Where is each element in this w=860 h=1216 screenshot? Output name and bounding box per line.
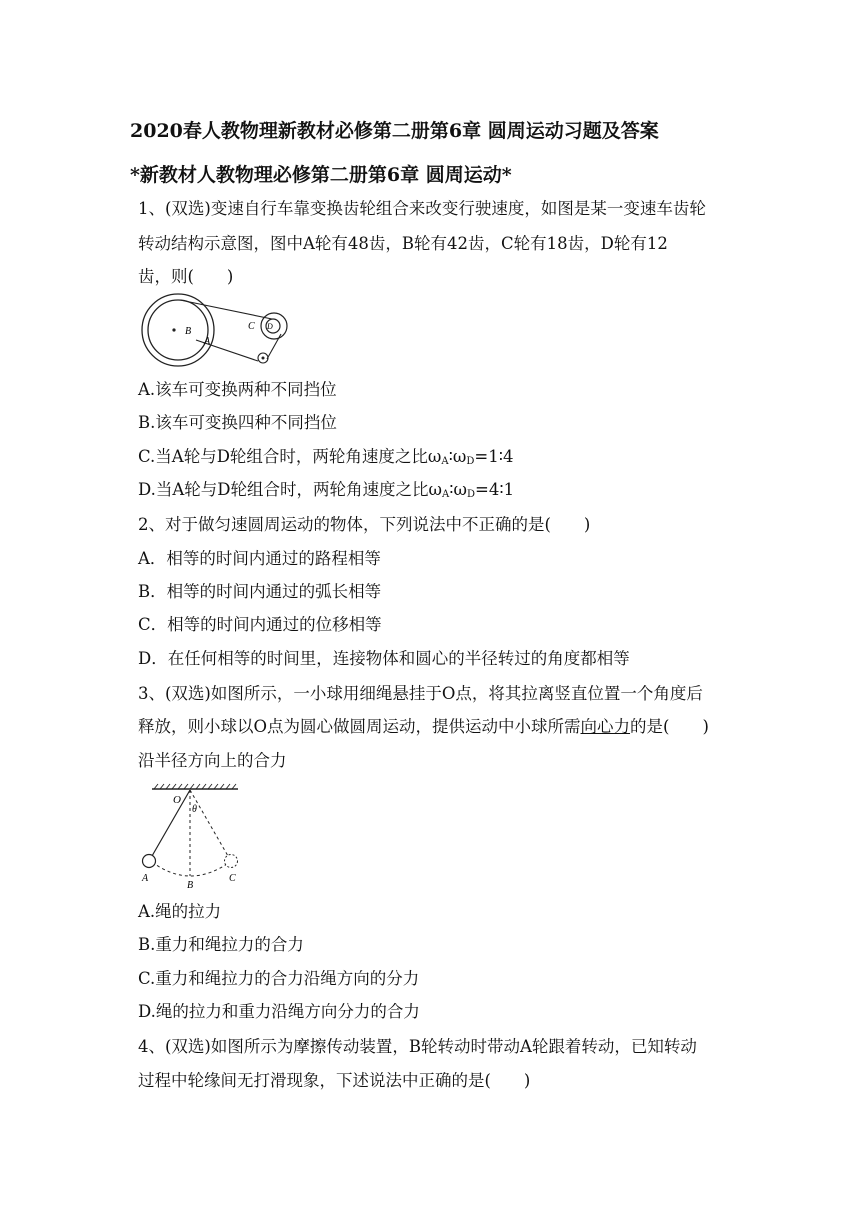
document-title: 2020春人教物理新教材必修第二册第6章 圆周运动习题及答案 (130, 120, 659, 142)
q1-option-c-sub-d: D (466, 456, 475, 467)
q2-option-a: A．相等的时间内通过的路程相等 (138, 549, 381, 568)
q1-option-d-sub-d: D (466, 489, 476, 500)
label-b: B (185, 326, 192, 337)
q1-option-d-text: D.当A轮与D轮组合时，两轮角速度之比ω (138, 480, 442, 499)
label-a: A (204, 336, 211, 347)
tension-wheel-center (262, 357, 265, 360)
q1-option-d-ratio: =4∶1 (475, 480, 515, 499)
q1-option-d-sub-a: A (442, 489, 450, 500)
chain-top (180, 300, 272, 319)
q1-stem-line2: 转动结构示意图，图中A轮有48齿，B轮有42齿，C轮有18齿，D轮有12 (138, 234, 668, 253)
q2-stem: 2、对于做匀速圆周运动的物体，下列说法中不正确的是( ) (138, 515, 591, 534)
label-o: O (173, 794, 181, 806)
q1-option-c-sub-a: A (441, 456, 449, 467)
q1-option-c-text: C.当A轮与D轮组合时，两轮角速度之比ω (138, 447, 442, 466)
document-subtitle: *新教材人教物理必修第二册第6章 圆周运动* (130, 164, 512, 186)
q3-option-d: D.绳的拉力和重力沿绳方向分力的合力 (138, 1002, 420, 1021)
q4-stem-line1: 4、(双选)如图所示为摩擦传动装置，B轮转动时带动A轮跟着转动，已知转动 (138, 1037, 697, 1056)
q1-stem-line1: 1、(双选)变速自行车靠变换齿轮组合来改变行驶速度，如图是某一变速车齿轮 (138, 199, 706, 218)
q1-option-a: A.该车可变换两种不同挡位 (138, 380, 337, 399)
q3-stem-line2 (138, 716, 709, 738)
label-d: D (267, 322, 273, 331)
q1-option-c-ratio: =1∶4 (474, 447, 514, 466)
rope (152, 790, 190, 856)
q1-option-d-mid: ∶ω (449, 480, 467, 499)
q3-option-b: B.重力和绳拉力的合力 (138, 935, 304, 954)
label-theta: θ (192, 804, 197, 815)
q3-underlined-term: 向心力 (580, 717, 631, 736)
q3-option-c: C.重力和绳拉力的合力沿绳方向的分力 (138, 969, 420, 988)
gear-center-dot (172, 328, 175, 331)
q3-stem-line2-end: 的是( ) (630, 717, 709, 736)
q1-stem-line3: 齿，则( ) (138, 267, 234, 286)
dashed-rope-c (190, 790, 228, 856)
ball-c (225, 855, 238, 868)
label-a: A (142, 873, 149, 884)
q2-option-b: B．相等的时间内通过的弧长相等 (138, 582, 382, 601)
q3-option-a: A.绳的拉力 (138, 902, 222, 921)
q3-stem-line3: 沿半径方向上的合力 (138, 751, 287, 770)
label-c: C (229, 873, 236, 884)
gear-diagram (136, 292, 296, 370)
pendulum-diagram (136, 782, 248, 890)
q1-option-d (138, 479, 514, 506)
q1-option-c-mid: ∶ω (448, 447, 467, 466)
q3-stem-line2-text: 释放，则小球以O点为圆心做圆周运动，提供运动中小球所需 (138, 717, 581, 736)
q2-option-c: C．相等的时间内通过的位移相等 (138, 615, 382, 634)
q1-option-b: B.该车可变换四种不同挡位 (138, 413, 337, 432)
gear-c-outline (261, 313, 287, 339)
q2-option-d: D．在任何相等的时间里，连接物体和圆心的半径转过的角度都相等 (138, 649, 630, 668)
ball-a (143, 855, 156, 868)
swing-arc (152, 862, 230, 876)
label-b: B (187, 880, 194, 890)
gear-b-outline (148, 300, 208, 360)
label-c: C (248, 321, 255, 332)
q3-stem-line1: 3、(双选)如图所示，一小球用细绳悬挂于O点，将其拉离竖直位置一个角度后 (138, 684, 703, 703)
q1-option-c (138, 446, 514, 473)
q4-stem-line2: 过程中轮缘间无打滑现象，下述说法中正确的是( ) (138, 1071, 531, 1090)
